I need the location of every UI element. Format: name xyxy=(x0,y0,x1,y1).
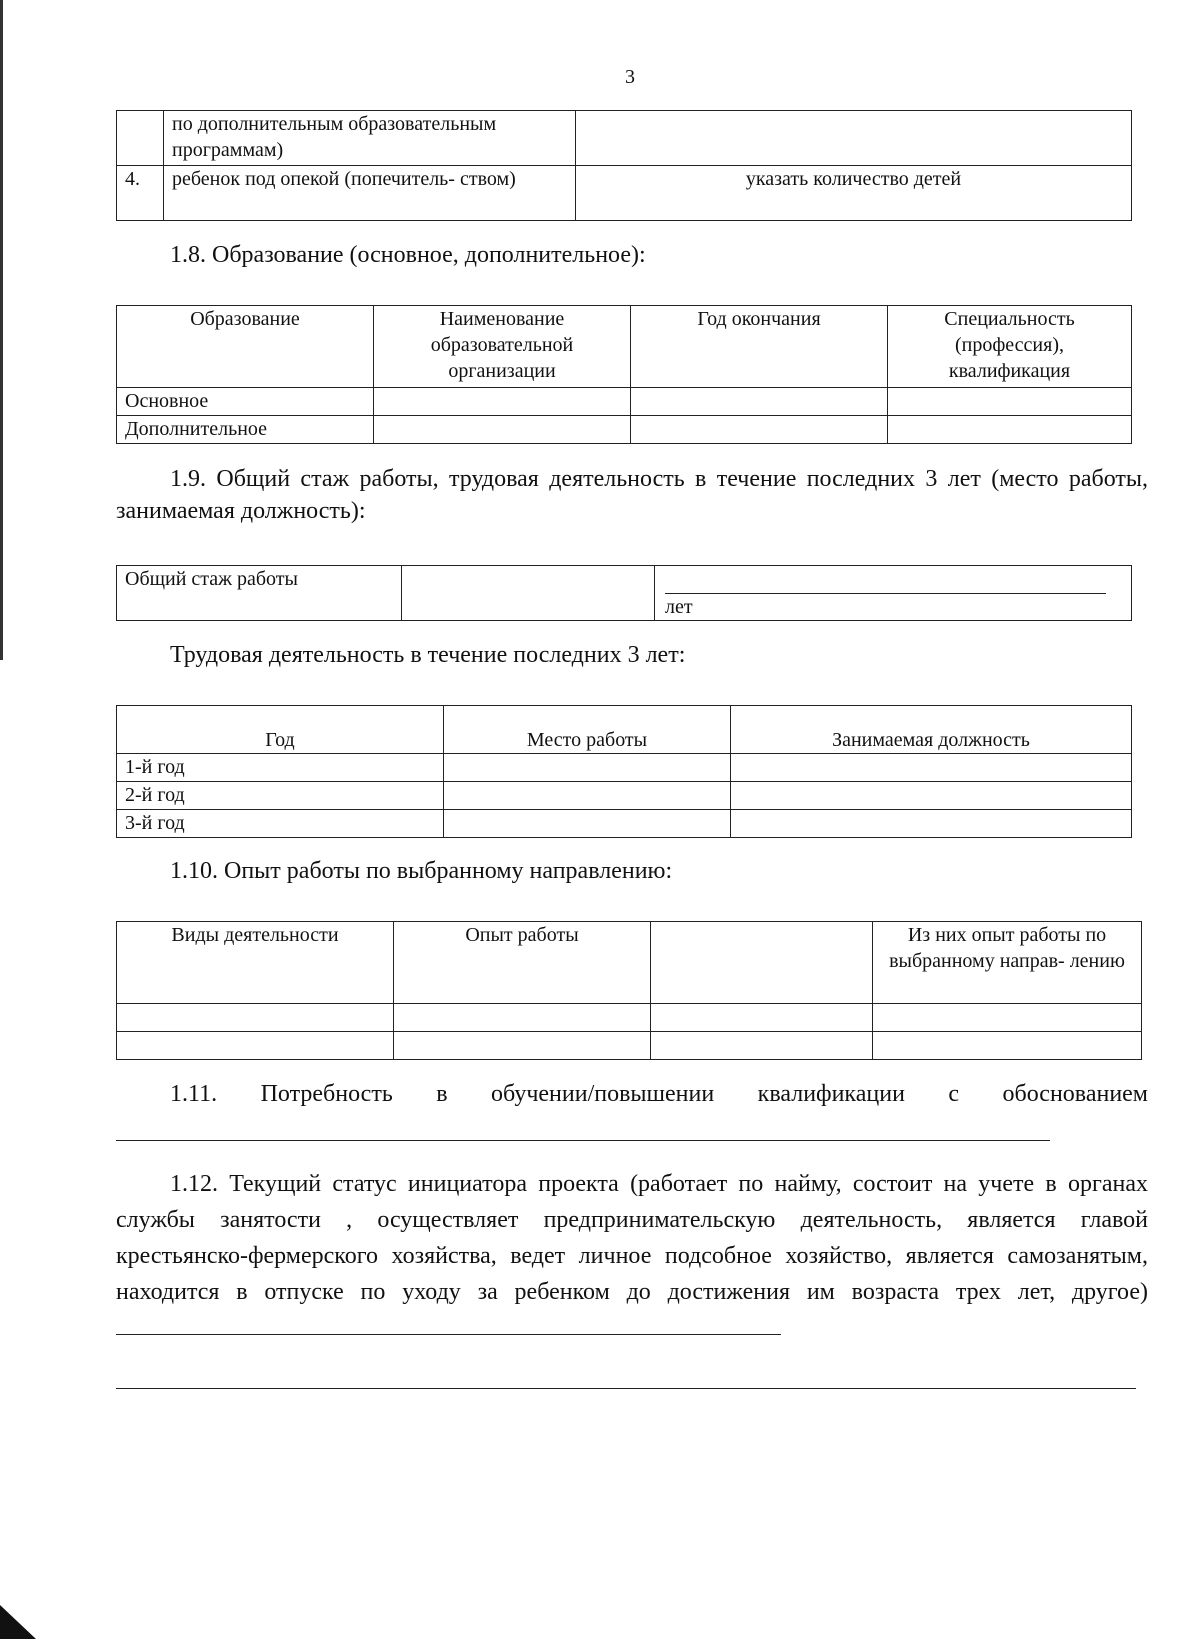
col-activity-types: Виды деятельности xyxy=(117,922,394,1004)
empty-cell[interactable] xyxy=(444,810,731,838)
empty-cell[interactable] xyxy=(631,416,888,444)
empty-cell[interactable] xyxy=(731,810,1132,838)
row-text: по дополнительным образовательным программам) xyxy=(164,111,576,166)
col-position: Занимаемая должность xyxy=(731,706,1132,754)
col-direction-experience: Из них опыт работы по выбранному направ- лению xyxy=(873,922,1142,1004)
col-workplace: Место работы xyxy=(444,706,731,754)
empty-cell[interactable] xyxy=(394,1032,651,1060)
table-row xyxy=(117,111,1132,166)
col-education: Образование xyxy=(117,306,374,388)
col-year: Год xyxy=(117,706,444,754)
col-empty xyxy=(651,922,873,1004)
direction-experience-table xyxy=(116,921,1142,1060)
empty-cell[interactable] xyxy=(873,1004,1142,1032)
table-row xyxy=(117,810,1132,838)
section-1-11-answer-line[interactable] xyxy=(116,1140,1050,1141)
row-number: 4. xyxy=(117,166,164,221)
work-activity-table xyxy=(116,705,1132,838)
table-header-row xyxy=(117,922,1142,1004)
row-label: Основное xyxy=(117,388,374,416)
table-row xyxy=(117,782,1132,810)
years-cell[interactable] xyxy=(655,566,1132,621)
empty-cell[interactable] xyxy=(444,782,731,810)
empty-cell[interactable] xyxy=(444,754,731,782)
empty-cell[interactable] xyxy=(651,1004,873,1032)
section-1-8-heading: 1.8. Образование (основное, дополнительное): xyxy=(170,242,646,268)
empty-cell[interactable] xyxy=(731,782,1132,810)
empty-cell[interactable] xyxy=(117,1032,394,1060)
section-1-12-text xyxy=(116,1166,1148,1346)
table-row xyxy=(117,1032,1142,1060)
scan-corner-mark xyxy=(0,1605,36,1639)
empty-cell[interactable] xyxy=(374,388,631,416)
row-label: 1-й год xyxy=(117,754,444,782)
empty-cell[interactable] xyxy=(873,1032,1142,1060)
row-value: указать количество детей xyxy=(576,166,1132,221)
page-number: 3 xyxy=(625,66,635,88)
total-experience-label: Общий стаж работы xyxy=(117,566,402,621)
empty-cell[interactable] xyxy=(888,388,1132,416)
row-value xyxy=(576,111,1132,166)
table-row xyxy=(117,416,1132,444)
table-header-row xyxy=(117,306,1132,388)
table-row xyxy=(117,166,1132,221)
row-text: ребенок под опекой (попечитель- ством) xyxy=(164,166,576,221)
education-table xyxy=(116,305,1132,444)
table-row xyxy=(117,566,1132,621)
section-1-11-text: 1.11. Потребность в обучении/повышении квалификации с обоснованием xyxy=(170,1081,1148,1107)
work-activity-heading: Трудовая деятельность в течение последних 3 лет: xyxy=(170,642,686,668)
family-table xyxy=(116,110,1132,221)
section-1-9-text: 1.9. Общий стаж работы, трудовая деятельность в течение последних 3 лет (место работы, занимаемая должность): xyxy=(116,466,1148,524)
section-1-12-answer-line[interactable] xyxy=(116,1310,781,1335)
section-1-12-extra-line[interactable] xyxy=(116,1388,1136,1389)
table-row xyxy=(117,1004,1142,1032)
row-label: Дополнительное xyxy=(117,416,374,444)
section-1-12-body: 1.12. Текущий статус инициатора проекта (работает по найму, состоит на учете в органах службы занятости , осуществляет предпринимательскую деятельность, является главой крестьянско-фермерского хозяйства, ведет личное подсобное хозяйство, является самозанятым, находится в отпуске по уходу за ребенком до достижения им возраста трех лет, другое) xyxy=(116,1171,1148,1305)
experience-total-table xyxy=(116,565,1132,621)
empty-cell[interactable] xyxy=(888,416,1132,444)
row-label: 2-й год xyxy=(117,782,444,810)
col-work-experience: Опыт работы xyxy=(394,922,651,1004)
empty-cell[interactable] xyxy=(374,416,631,444)
table-row xyxy=(117,388,1132,416)
row-number xyxy=(117,111,164,166)
col-organization: Наименование образовательной организации xyxy=(374,306,631,388)
years-unit: лет xyxy=(665,596,693,618)
section-1-10-heading: 1.10. Опыт работы по выбранному направлению: xyxy=(170,858,673,884)
empty-cell[interactable] xyxy=(731,754,1132,782)
empty-cell[interactable] xyxy=(631,388,888,416)
empty-cell[interactable] xyxy=(651,1032,873,1060)
scan-edge-mark xyxy=(0,0,3,660)
table-row xyxy=(117,754,1132,782)
table-header-row xyxy=(117,706,1132,754)
empty-cell[interactable] xyxy=(117,1004,394,1032)
row-label: 3-й год xyxy=(117,810,444,838)
col-specialty: Специальность (профессия), квалификация xyxy=(888,306,1132,388)
empty-cell[interactable] xyxy=(402,566,655,621)
col-year-finish: Год окончания xyxy=(631,306,888,388)
empty-cell[interactable] xyxy=(394,1004,651,1032)
